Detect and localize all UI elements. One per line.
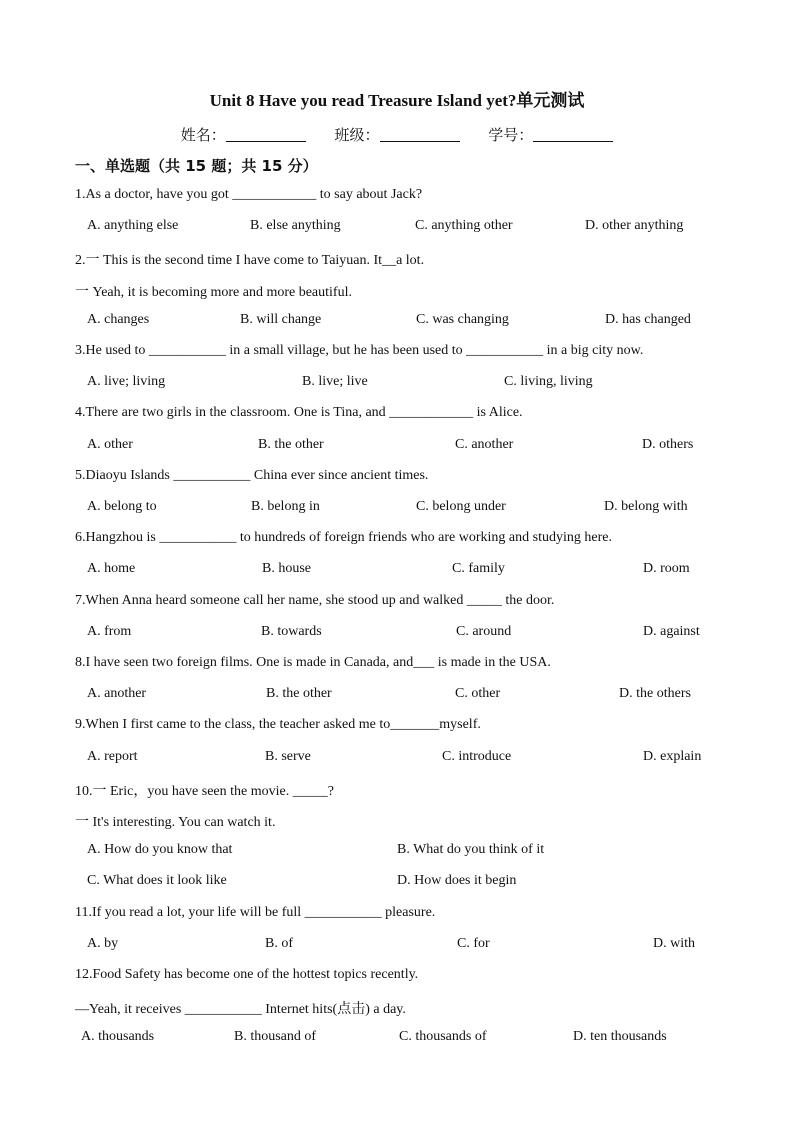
question-7-option-B[interactable]: B. towards xyxy=(261,624,322,639)
question-5-option-D[interactable]: D. belong with xyxy=(604,499,688,514)
name-blank[interactable] xyxy=(226,127,306,142)
question-12-text: 12.Food Safety has become one of the hottest topics recently. xyxy=(75,967,419,982)
question-9-option-D[interactable]: D. explain xyxy=(643,749,702,764)
question-11-option-D[interactable]: D. with xyxy=(653,936,695,951)
student-id-blank[interactable] xyxy=(533,127,613,142)
question-6-text: 6.Hangzhou is ___________ to hundreds of foreign friends who are working and studying here. xyxy=(75,530,612,545)
question-3-option-A[interactable]: A. live; living xyxy=(87,374,166,389)
page-title: Unit 8 Have you read Treasure Island yet?单元测试 xyxy=(209,91,585,110)
question-2-option-C[interactable]: C. was changing xyxy=(416,312,509,327)
question-11-option-B[interactable]: B. of xyxy=(265,936,293,951)
question-10-option-B[interactable]: B. What do you think of it xyxy=(397,842,545,857)
question-2-text: 2.一 This is the second time I have come to Taiyuan. It__a lot. xyxy=(75,253,425,268)
class-field[interactable] xyxy=(334,126,459,144)
student-id-label: 学号： xyxy=(488,126,534,144)
question-11-text: 11.If you read a lot, your life will be full ___________ pleasure. xyxy=(75,905,436,920)
question-4-text: 4.There are two girls in the classroom. One is Tina, and ____________ is Alice. xyxy=(75,405,523,420)
question-5-option-A[interactable]: A. belong to xyxy=(87,499,157,514)
question-1-option-C[interactable]: C. anything other xyxy=(415,218,513,233)
student-info-fields xyxy=(0,124,794,145)
question-7-text: 7.When Anna heard someone call her name, she stood up and walked _____ the door. xyxy=(75,593,555,608)
question-2-option-B[interactable]: B. will change xyxy=(240,312,322,327)
question-12-option-D[interactable]: D. ten thousands xyxy=(573,1029,667,1044)
question-9-option-B[interactable]: B. serve xyxy=(265,749,311,764)
question-8-option-C[interactable]: C. other xyxy=(455,686,501,701)
question-7-option-C[interactable]: C. around xyxy=(456,624,512,639)
question-1-option-B[interactable]: B. else anything xyxy=(250,218,341,233)
question-12-option-C[interactable]: C. thousands of xyxy=(399,1029,487,1044)
question-8-option-D[interactable]: D. the others xyxy=(619,686,691,701)
class-label: 班级： xyxy=(334,126,380,144)
question-7-option-A[interactable]: A. from xyxy=(87,624,132,639)
question-8-text: 8.I have seen two foreign films. One is made in Canada, and___ is made in the USA. xyxy=(75,655,551,670)
question-12-option-A[interactable]: A. thousands xyxy=(81,1029,155,1044)
question-6-option-D[interactable]: D. room xyxy=(643,561,690,576)
student-id-field[interactable] xyxy=(488,126,613,144)
question-10-option-D[interactable]: D. How does it begin xyxy=(397,873,517,888)
question-2-option-A[interactable]: A. changes xyxy=(87,312,150,327)
question-6-option-C[interactable]: C. family xyxy=(452,561,505,576)
question-4-option-B[interactable]: B. the other xyxy=(258,437,324,452)
question-1-option-A[interactable]: A. anything else xyxy=(87,218,179,233)
question-1-option-D[interactable]: D. other anything xyxy=(585,218,684,233)
question-9-option-A[interactable]: A. report xyxy=(87,749,138,764)
question-10-option-C[interactable]: C. What does it look like xyxy=(87,873,227,888)
question-12-text: —Yeah, it receives ___________ Internet hits(点击) a day. xyxy=(75,1002,406,1017)
class-blank[interactable] xyxy=(380,127,460,142)
question-9-text: 9.When I first came to the class, the teacher asked me to_______myself. xyxy=(75,717,481,732)
question-1-text: 1.As a doctor, have you got ____________ to say about Jack? xyxy=(75,187,423,202)
question-6-option-A[interactable]: A. home xyxy=(87,561,136,576)
question-10-text: 10.一 Eric，you have seen the movie. _____? xyxy=(75,784,334,799)
question-7-option-D[interactable]: D. against xyxy=(643,624,700,639)
question-12-option-B[interactable]: B. thousand of xyxy=(234,1029,317,1044)
question-4-option-C[interactable]: C. another xyxy=(455,437,514,452)
question-8-option-B[interactable]: B. the other xyxy=(266,686,332,701)
question-11-option-C[interactable]: C. for xyxy=(457,936,490,951)
question-10-option-A[interactable]: A. How do you know that xyxy=(87,842,233,857)
question-5-text: 5.Diaoyu Islands ___________ China ever since ancient times. xyxy=(75,468,429,483)
question-9-option-C[interactable]: C. introduce xyxy=(442,749,512,764)
question-5-option-C[interactable]: C. belong under xyxy=(416,499,506,514)
question-3-option-B[interactable]: B. live; live xyxy=(302,374,368,389)
question-3-text: 3.He used to ___________ in a small village, but he has been used to ___________ in a big city now. xyxy=(75,343,644,358)
question-4-option-D[interactable]: D. others xyxy=(642,437,694,452)
question-2-text: 一 Yeah, it is becoming more and more beautiful. xyxy=(75,285,352,300)
question-4-option-A[interactable]: A. other xyxy=(87,437,133,452)
question-5-option-B[interactable]: B. belong in xyxy=(251,499,320,514)
section-heading: 一、单选题（共 15 题；共 15 分） xyxy=(75,157,318,175)
name-label: 姓名： xyxy=(180,126,226,144)
name-field[interactable] xyxy=(181,126,306,144)
question-10-text: 一 It's interesting. You can watch it. xyxy=(75,815,276,830)
question-11-option-A[interactable]: A. by xyxy=(87,936,119,951)
question-3-option-C[interactable]: C. living, living xyxy=(504,374,593,389)
question-8-option-A[interactable]: A. another xyxy=(87,686,147,701)
question-2-option-D[interactable]: D. has changed xyxy=(605,312,691,327)
question-6-option-B[interactable]: B. house xyxy=(262,561,311,576)
